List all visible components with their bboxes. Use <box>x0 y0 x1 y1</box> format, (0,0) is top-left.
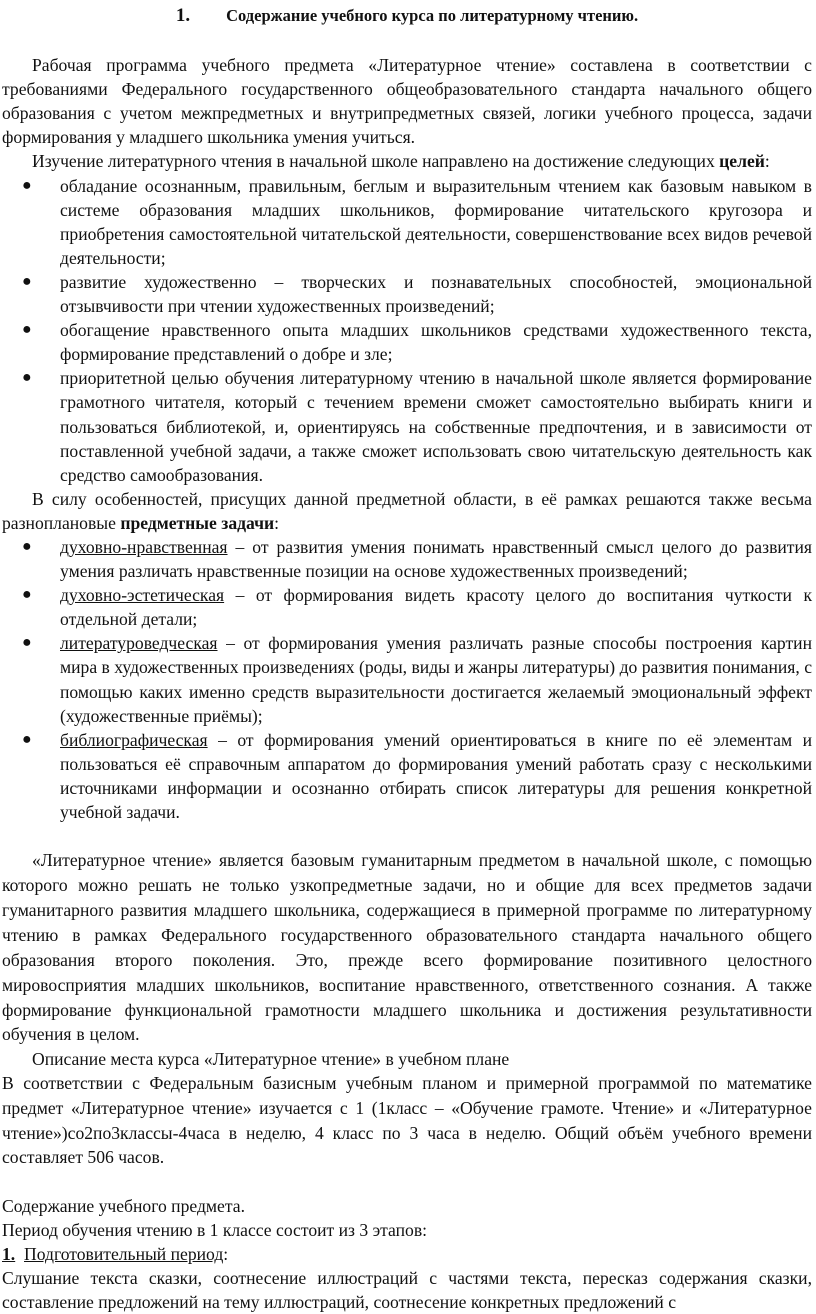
task-term: духовно-нравственная <box>60 536 228 557</box>
period-line: Период обучения чтению в 1 классе состоит из 3 этапов: <box>2 1219 428 1240</box>
stage-1-paragraph: Слушание текста сказки, соотнесение иллюстраций с частями текста, пересказ содержания сказки, составление предложений на тему иллюстраций, соотнесение конкретных предложений с <box>2 1268 812 1313</box>
section-number: 1. <box>175 5 191 26</box>
content-heading: Содержание учебного предмета. <box>2 1195 245 1216</box>
tasks-intro-paragraph: В силу особенностей, присущих данной предметной области, в её рамках решаются также весьма разноплановые предметные задачи: <box>2 488 812 533</box>
stage-number: 1. <box>2 1244 16 1264</box>
paragraph-gap <box>2 1170 812 1194</box>
bullet-icon: ● <box>22 730 32 748</box>
task-term: библиографическая <box>60 729 208 750</box>
task-term: литературоведческая <box>60 633 218 654</box>
place-paragraph: В соответствии с Федеральным базисным учебным планом и примерной программой по математике предмет «Литературное чтение» изучается с 1 (1класс – «Обучение грамоте. Чтение» и «Литературное чтение»)со2по3классы-4часа в неделю, 4 класс по 3 часа в неделю. Общий объём учебного времени составляет 506 часов. <box>2 1073 812 1168</box>
tasks-list <box>2 535 812 824</box>
list-item: ● духовно-нравственная – от развития умения понимать нравственный смысл целого до развития умения различать нравственные позиции на основе художественных произведений; <box>22 536 812 582</box>
goals-keyword: целей <box>719 151 765 172</box>
section-title: Содержание учебного курса по литературному чтению. <box>226 6 639 25</box>
list-item: ● литературоведческая – от формирования умения различать разные способы построения картин мира в художественных произведениях (роды, виды и жанры литературы) до развития понимания, с помощью каких именно средств выразительности достигается желаемый эмоциональный эффект (художественные приёмы); <box>22 633 812 726</box>
intro-paragraph: Рабочая программа учебного предмета «Литературное чтение» составлена в соответствии с требованиями Федерального государственного общеобразовательного стандарта начального общего образования с учетом межпредметных и внутрипредметных связей, логики учебного процесса, задачи формирования у младшего школьника умения учиться. <box>2 55 812 148</box>
stage-title: Подготовительный период <box>24 1244 224 1264</box>
page-title <box>2 2 812 28</box>
bullet-icon: ● <box>22 369 32 387</box>
list-item: ● развитие художественно – творческих и познавательных способностей, эмоциональной отзывчивости при чтении художественных произведений; <box>22 271 812 317</box>
place-heading: Описание места курса «Литературное чтение» в учебном плане <box>32 1049 510 1070</box>
bullet-icon: ● <box>22 634 32 652</box>
tasks-keyword: предметные задачи <box>120 512 275 533</box>
bullet-icon: ● <box>22 586 32 604</box>
goals-list <box>2 174 812 487</box>
bullet-icon: ● <box>22 176 32 194</box>
list-item: ● обладание осознанным, правильным, беглым и выразительным чтением как базовым навыком в системе образования младших школьников, формирование читательского кругозора и приобретения самостоятельной читательской деятельности, совершенствование всех видов речевой деятельности; <box>22 175 812 268</box>
bullet-icon: ● <box>22 537 32 555</box>
list-item: ● духовно-эстетическая – от формирования видеть красоту целого до воспитания чуткости к отдельной детали; <box>22 585 812 630</box>
goals-intro-paragraph: Изучение литературного чтения в начальной школе направлено на достижение следующих целей: <box>32 151 770 172</box>
list-item: ● библиографическая – от формирования умений ориентироваться в книге по её элементам и пользоваться её справочным аппаратом до формирования умений работать сразу с несколькими источниками информации и осознанно отбирать список литературы для решения конкретной учебной задачи. <box>22 729 812 822</box>
task-term: духовно-эстетическая <box>60 585 225 606</box>
bullet-icon: ● <box>22 321 32 339</box>
paragraph-gap <box>2 824 812 848</box>
list-item: ● обогащение нравственного опыта младших школьников средствами художественного текста, формирование представлений о добре и зле; <box>22 320 812 365</box>
list-item: ● приоритетной целью обучения литературному чтению в начальной школе является формирование грамотного читателя, который с течением времени сможет самостоятельно выбирать книги и пользоваться библиотекой, и, ориентируясь на собственные предпочтения, и в зависимости от поставленной учебной задачи, а также сможет использовать свою читательскую деятельность как средство самообразования. <box>22 368 812 485</box>
bullet-icon: ● <box>22 272 32 290</box>
stage-1-heading: 1. Подготовительный период: <box>2 1244 229 1264</box>
basic-subject-paragraph: «Литературное чтение» является базовым гуманитарным предметом в начальной школе, с помощью которого можно решать не только узкопредметные задачи, но и общие для всех предметов задачи гуманитарного развития младшего школьника, содержащиеся в примерной программе по литературному чтению в рамках Федерального государственного образовательного стандарта начального общего образования второго поколения. Это, прежде всего формирование позитивного целостного мировосприятия младших школьников, воспитание нравственного, ответственного сознания. А также формирование функциональной грамотности младшего школьника и достижения результативности обучения в целом. <box>2 850 812 1045</box>
